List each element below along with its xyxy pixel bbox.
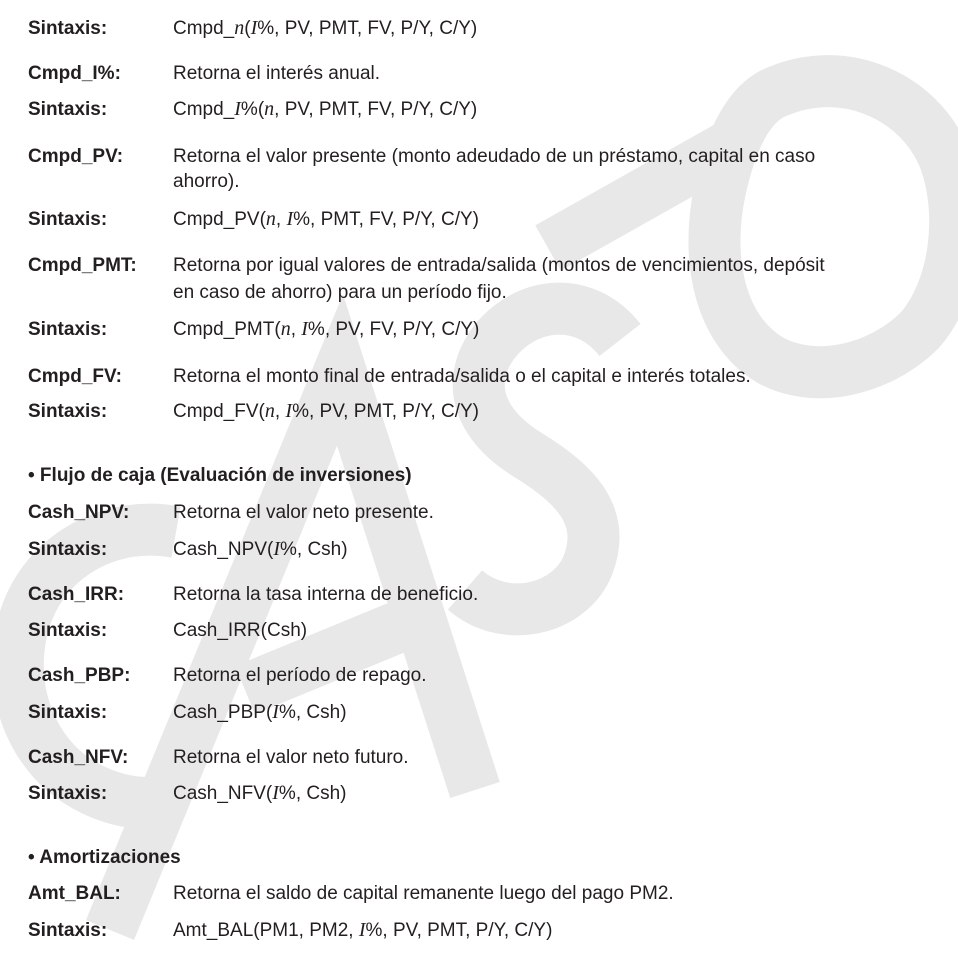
syntax-label: Sintaxis: xyxy=(28,401,108,422)
amt-bal-syntax: Amt_BAL(PM1, PM2, I%, PV, PMT, P/Y, C/Y) xyxy=(173,919,553,941)
cmpd-pmt-term: Cmpd_PMT: xyxy=(28,255,137,276)
cmpd-fv-term: Cmpd_FV: xyxy=(28,366,122,387)
cmpd-pv-desc-line1: Retorna el valor presente (monto adeudado de un préstamo, capital en caso xyxy=(173,146,816,167)
cmpd-fv-syntax: Cmpd_FV(n, I%, PV, PMT, P/Y, C/Y) xyxy=(173,400,479,422)
syntax-label: Sintaxis: xyxy=(28,209,108,230)
cmpd-i-syntax: Cmpd_I%(n, PV, PMT, FV, P/Y, C/Y) xyxy=(173,98,478,120)
cash-nfv-desc: Retorna el valor neto futuro. xyxy=(173,747,409,768)
watermark-text: CASIO xyxy=(0,0,4,1)
cash-npv-term: Cash_NPV: xyxy=(28,502,130,523)
syntax-label: Sintaxis: xyxy=(28,702,108,723)
cmpd-pv-term: Cmpd_PV: xyxy=(28,146,124,167)
cmpd-i-desc: Retorna el interés anual. xyxy=(173,63,381,84)
syntax-label: Sintaxis: xyxy=(28,920,108,941)
amortization-heading: • Amortizaciones xyxy=(28,847,181,868)
syntax-label: Sintaxis: xyxy=(28,539,108,560)
cash-nfv-term: Cash_NFV: xyxy=(28,747,129,768)
syntax-label: Sintaxis: xyxy=(28,620,108,641)
cash-nfv-syntax: Cash_NFV(I%, Csh) xyxy=(173,782,347,804)
cash-irr-term: Cash_IRR: xyxy=(28,584,125,605)
cash-npv-syntax: Cash_NPV(I%, Csh) xyxy=(173,538,348,560)
cmpd-pmt-desc-line2: en caso de ahorro) para un período fijo. xyxy=(173,282,507,303)
cmpd-pmt-syntax: Cmpd_PMT(n, I%, PV, FV, P/Y, C/Y) xyxy=(173,318,480,340)
cash-npv-desc: Retorna el valor neto presente. xyxy=(173,502,434,523)
cmpd-i-term: Cmpd_I%: xyxy=(28,63,121,84)
amt-bal-desc: Retorna el saldo de capital remanente luego del pago PM2. xyxy=(173,883,674,904)
syntax-label: Sintaxis: xyxy=(28,783,108,804)
cash-pbp-desc: Retorna el período de repago. xyxy=(173,665,427,686)
cash-irr-syntax: Cash_IRR(Csh) xyxy=(173,620,308,641)
cmpd-pmt-desc-line1: Retorna por igual valores de entrada/salida (montos de vencimientos, depósit xyxy=(173,255,825,276)
syntax-label: Sintaxis: xyxy=(28,99,108,120)
cmpd-pv-desc-line2: ahorro). xyxy=(173,171,240,192)
cash-irr-desc: Retorna la tasa interna de beneficio. xyxy=(173,584,479,605)
cmpd-pv-syntax: Cmpd_PV(n, I%, PMT, FV, P/Y, C/Y) xyxy=(173,208,479,230)
cmpd-fv-desc: Retorna el monto final de entrada/salida o el capital e interés totales. xyxy=(173,366,751,387)
syntax-label: Sintaxis: xyxy=(28,319,108,340)
cmpd-n-syntax: Cmpd_n(I%, PV, PMT, FV, P/Y, C/Y) xyxy=(173,17,478,39)
syntax-label: Sintaxis: xyxy=(28,18,108,39)
cash-pbp-syntax: Cash_PBP(I%, Csh) xyxy=(173,701,347,723)
amt-bal-term: Amt_BAL: xyxy=(28,883,121,904)
cash-pbp-term: Cash_PBP: xyxy=(28,665,131,686)
cash-flow-heading: • Flujo de caja (Evaluación de inversiones) xyxy=(28,465,412,486)
